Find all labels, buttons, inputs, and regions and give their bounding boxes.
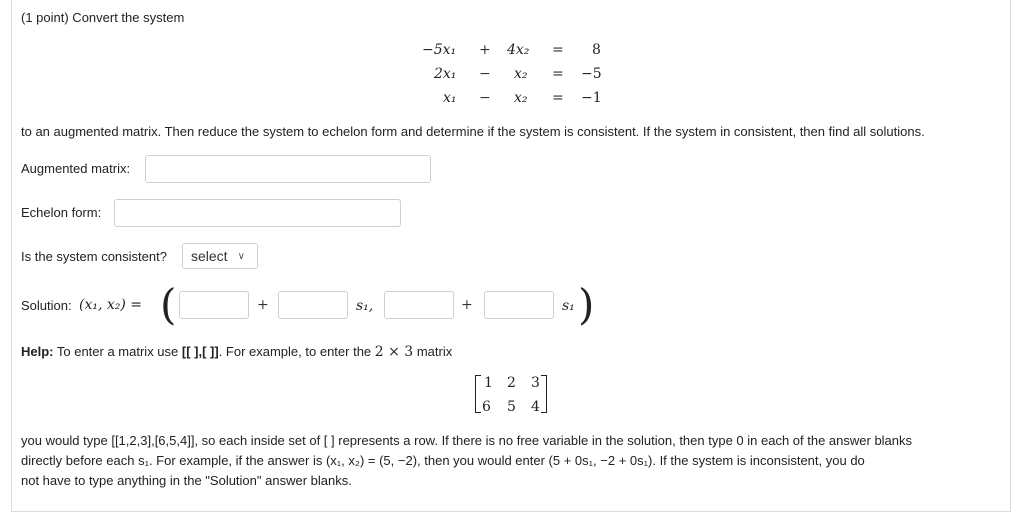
help-label: Help: (21, 344, 54, 359)
eq2-rhs: −5 (581, 66, 602, 82)
solution-open-paren: ( (160, 280, 177, 329)
solution-plus2: + (461, 297, 473, 313)
matrix-cell: 3 (531, 375, 540, 391)
eq2-op: − (479, 66, 491, 82)
instruction-text: to an augmented matrix. Then reduce the system to echelon form and determine if the system is consistent. If the system in consistent, then find all solutions. (21, 124, 925, 139)
eq3-rhs: −1 (581, 90, 602, 106)
eq3-equals: = (552, 90, 564, 106)
help-syntax: [[ ],[ ]] (181, 344, 219, 359)
help-text-end: matrix (413, 344, 453, 359)
solution-close-paren: ) (578, 280, 595, 329)
solution-constant2-input[interactable] (384, 291, 454, 319)
eq2-term2: x₂ (514, 66, 528, 82)
eq3-term2: x₂ (514, 90, 528, 106)
matrix-cell: 1 (484, 375, 493, 391)
help-paragraph-line1: you would type [[1,2,3],[6,5,4]], so each inside set of [ ] represents a row. If there is no free variable in the solution, then type 0 in each of the answer blanks (21, 433, 913, 448)
solution-coef2-input[interactable] (484, 291, 554, 319)
help-paragraph-line3: not have to type anything in the "Solution" answer blanks. (21, 473, 352, 488)
help-dims: 2 × 3 (374, 344, 414, 360)
eq1-rhs: 8 (592, 42, 601, 58)
chevron-down-icon: ∨ (237, 250, 245, 262)
matrix-left-bracket (475, 375, 481, 413)
help-text-before: To enter a matrix use (53, 344, 182, 359)
consistent-select[interactable] (182, 243, 258, 269)
matrix-cell: 2 (507, 375, 516, 391)
matrix-cell: 4 (531, 399, 540, 415)
consistent-label: Is the system consistent? (21, 249, 167, 264)
eq2-equals: = (552, 66, 564, 82)
matrix-cell: 6 (482, 399, 491, 415)
eq1-term2: 4x₂ (507, 42, 530, 58)
augmented-matrix-label: Augmented matrix: (21, 161, 131, 176)
echelon-form-input[interactable] (114, 199, 401, 227)
eq3-op: − (479, 90, 491, 106)
eq1-equals: = (552, 42, 564, 58)
eq2-term1: 2x₁ (434, 66, 457, 82)
help-paragraph-line2: directly before each s₁. For example, if the answer is (x₁, x₂) = (5, −2), then you would enter (5 + 0s₁, −2 + 0s₁). If the system is inconsistent, you do (21, 453, 865, 468)
augmented-matrix-input[interactable] (145, 155, 431, 183)
eq1-op: + (479, 42, 491, 58)
solution-vars: (x₁, x₂) = (79, 297, 143, 313)
solution-constant1-input[interactable] (179, 291, 249, 319)
eq1-term1: −5x₁ (422, 42, 457, 58)
help-text-after: . For example, to enter the (218, 344, 375, 359)
solution-s1-comma: s₁, (356, 298, 374, 314)
solution-coef1-input[interactable] (278, 291, 348, 319)
consistent-select-value: select (191, 248, 228, 264)
eq3-term1: x₁ (443, 90, 457, 106)
matrix-cell: 5 (507, 399, 516, 415)
echelon-form-label: Echelon form: (21, 205, 102, 220)
problem-header: (1 point) Convert the system (21, 10, 185, 25)
help-line (21, 344, 452, 360)
matrix-right-bracket (541, 375, 547, 413)
solution-plus1: + (257, 297, 269, 313)
solution-label: Solution: (21, 298, 72, 313)
solution-s1: s₁ (562, 298, 575, 314)
